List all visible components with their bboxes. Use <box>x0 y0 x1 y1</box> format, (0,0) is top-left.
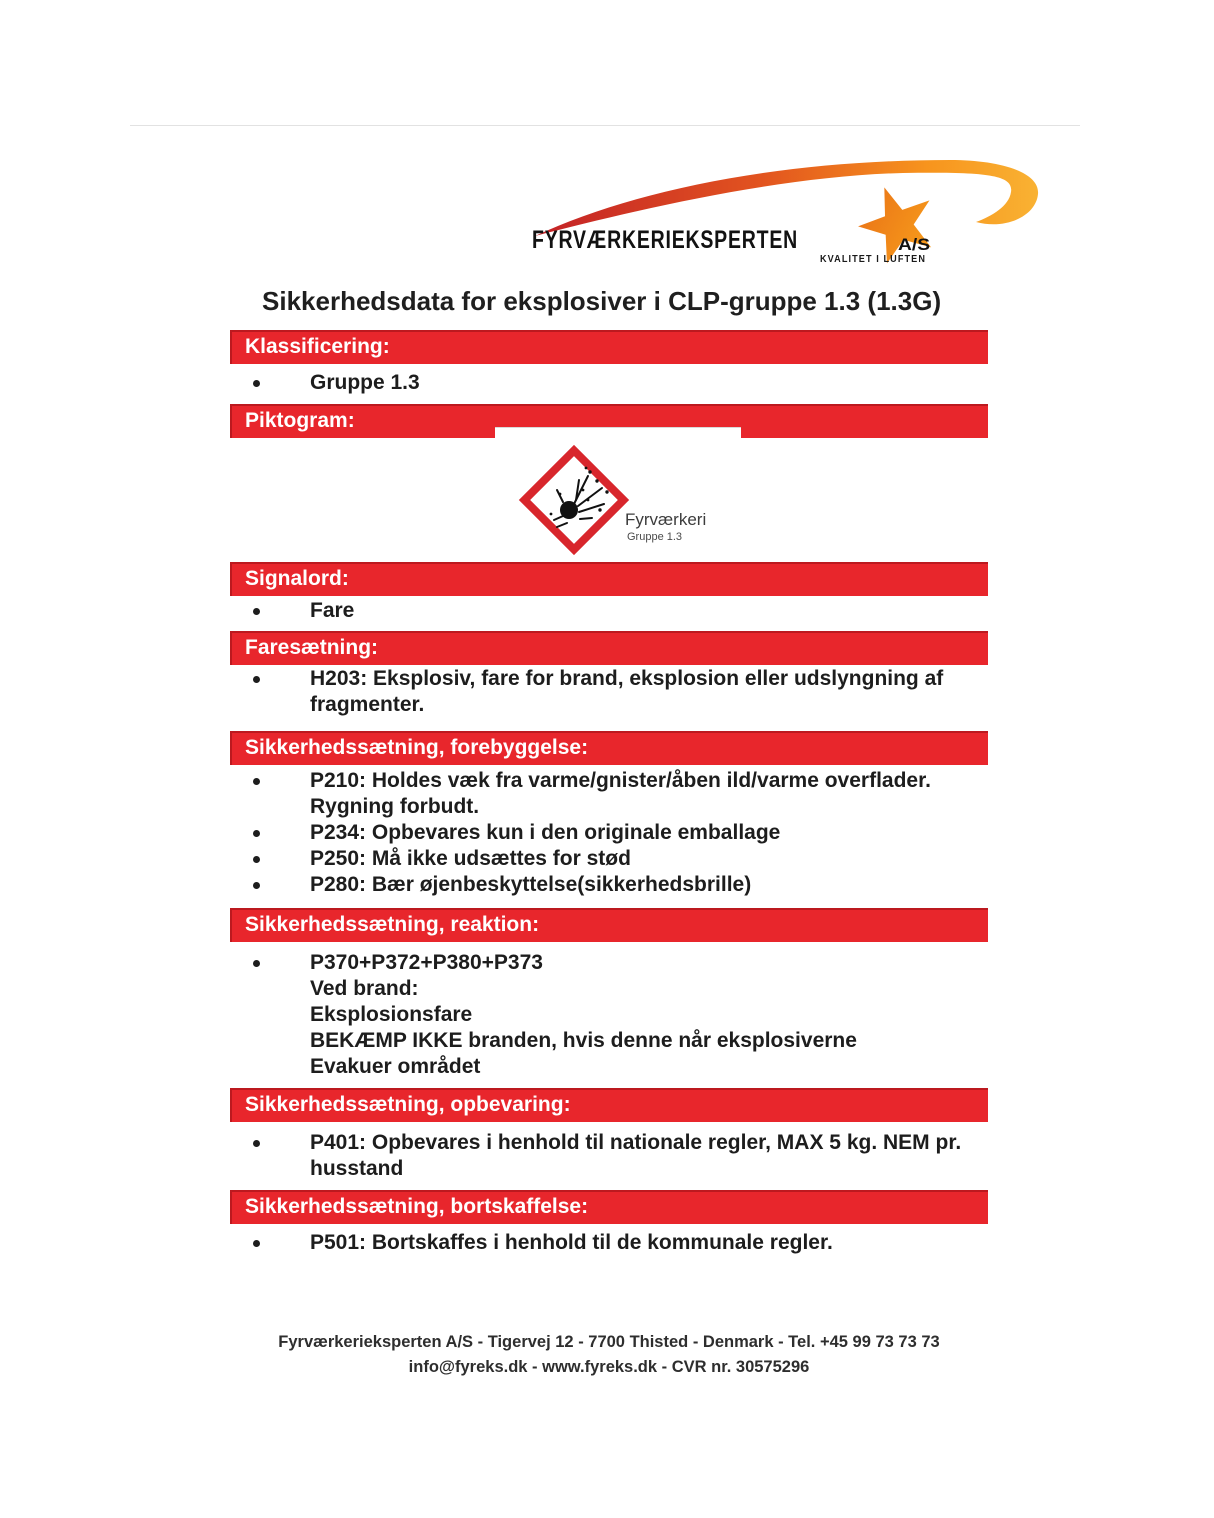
banner-forebyggelse <box>230 731 988 765</box>
list-opbevaring <box>230 1130 988 1182</box>
bullet-dot <box>253 882 260 889</box>
bullet-dot <box>253 778 260 785</box>
list-faresaetning <box>230 666 988 718</box>
list-item-text: P210: Holdes væk fra varme/gnister/åben ild/varme overflader. Rygning forbudt. <box>310 769 931 818</box>
list-item-text: Gruppe 1.3 <box>310 371 420 394</box>
list-klassificering <box>230 370 988 396</box>
list-item-text: P501: Bortskaffes i henhold til de kommunale regler. <box>310 1231 833 1254</box>
footer-contact: info@fyreks.dk - www.fyreks.dk - CVR nr. 30575296 <box>408 1358 810 1376</box>
banner-opbevaring <box>230 1088 988 1122</box>
section-heading: Sikkerhedssætning, forebyggelse: <box>245 736 589 759</box>
logo-swoosh-icon <box>535 160 1038 236</box>
list-item <box>230 370 988 396</box>
list-item <box>230 1230 988 1256</box>
list-item-line: Eksplosionsfare <box>310 1003 473 1026</box>
section-heading: Piktogram: <box>245 409 355 432</box>
list-item <box>230 820 988 846</box>
list-item-line: P370+P372+P380+P373 <box>310 951 543 974</box>
pictogram-sublabel: Gruppe 1.3 <box>627 531 683 543</box>
footer <box>230 1330 988 1380</box>
list-forebyggelse <box>230 768 988 898</box>
document-title: Sikkerhedsdata for eksplosiver i CLP-gruppe 1.3 (1.3G) <box>262 286 942 316</box>
banner-signalord <box>230 562 988 596</box>
section-heading: Sikkerhedssætning, opbevaring: <box>245 1093 571 1116</box>
company-name: FYRVÆRKERIEKSPERTEN <box>532 226 798 254</box>
logo-graphic <box>528 150 1043 270</box>
page-top-edge <box>130 125 1080 126</box>
list-item-text: P280: Bær øjenbeskyttelse(sikkerhedsbrille) <box>310 873 752 896</box>
list-item-text: H203: Eksplosiv, fare for brand, eksplosion eller udslyngning af fragmenter. <box>310 667 944 716</box>
list-item <box>230 1130 988 1182</box>
list-item <box>230 598 988 624</box>
section-heading: Sikkerhedssætning, bortskaffelse: <box>245 1195 589 1218</box>
list-item-line: BEKÆMP IKKE branden, hvis denne når eksplosiverne <box>310 1029 857 1052</box>
list-item-line: Evakuer området <box>310 1055 481 1078</box>
company-suffix: A/S <box>898 235 930 254</box>
list-item <box>230 846 988 872</box>
footer-address: Fyrværkerieksperten A/S - Tigervej 12 - 7700 Thisted - Denmark - Tel. +45 99 73 73 73 <box>278 1333 940 1351</box>
bullet-dot <box>253 960 260 967</box>
bullet-dot <box>253 608 260 615</box>
section-heading: Signalord: <box>245 567 349 590</box>
banner-reaktion <box>230 908 988 942</box>
bullet-dot <box>253 1240 260 1247</box>
bullet-dot <box>253 380 260 387</box>
list-item-text: P250: Må ikke udsættes for stød <box>310 847 631 870</box>
bullet-dot <box>253 856 260 863</box>
company-logo <box>528 150 1043 270</box>
list-item-text: P401: Opbevares i henhold til nationale regler, MAX 5 kg. NEM pr. husstand <box>310 1131 962 1180</box>
list-item <box>230 666 988 718</box>
list-reaktion <box>230 950 988 1080</box>
bullet-dot <box>253 676 260 683</box>
list-bortskaffelse <box>230 1230 988 1256</box>
scan-artifact-white-notch <box>495 427 741 442</box>
banner-bortskaffelse <box>230 1190 988 1224</box>
list-signalord <box>230 598 988 624</box>
bullet-dot <box>253 1140 260 1147</box>
bullet-dot <box>253 830 260 837</box>
company-tagline: KVALITET I LUFTEN <box>820 254 926 265</box>
banner-klassificering <box>230 330 988 364</box>
list-item <box>230 872 988 898</box>
list-item <box>230 768 988 820</box>
list-item-text: Fare <box>310 599 355 622</box>
banner-faresaetning <box>230 631 988 665</box>
section-heading: Faresætning: <box>245 636 379 659</box>
ghs-explosive-pictogram-icon <box>516 442 632 558</box>
list-item <box>230 950 988 1080</box>
list-item-line: Ved brand: <box>310 977 419 1000</box>
list-item-text: P234: Opbevares kun i den originale emballage <box>310 821 781 844</box>
pictogram-label: Fyrværkeri <box>625 510 707 529</box>
section-heading: Klassificering: <box>245 335 390 358</box>
section-heading: Sikkerhedssætning, reaktion: <box>245 913 540 936</box>
